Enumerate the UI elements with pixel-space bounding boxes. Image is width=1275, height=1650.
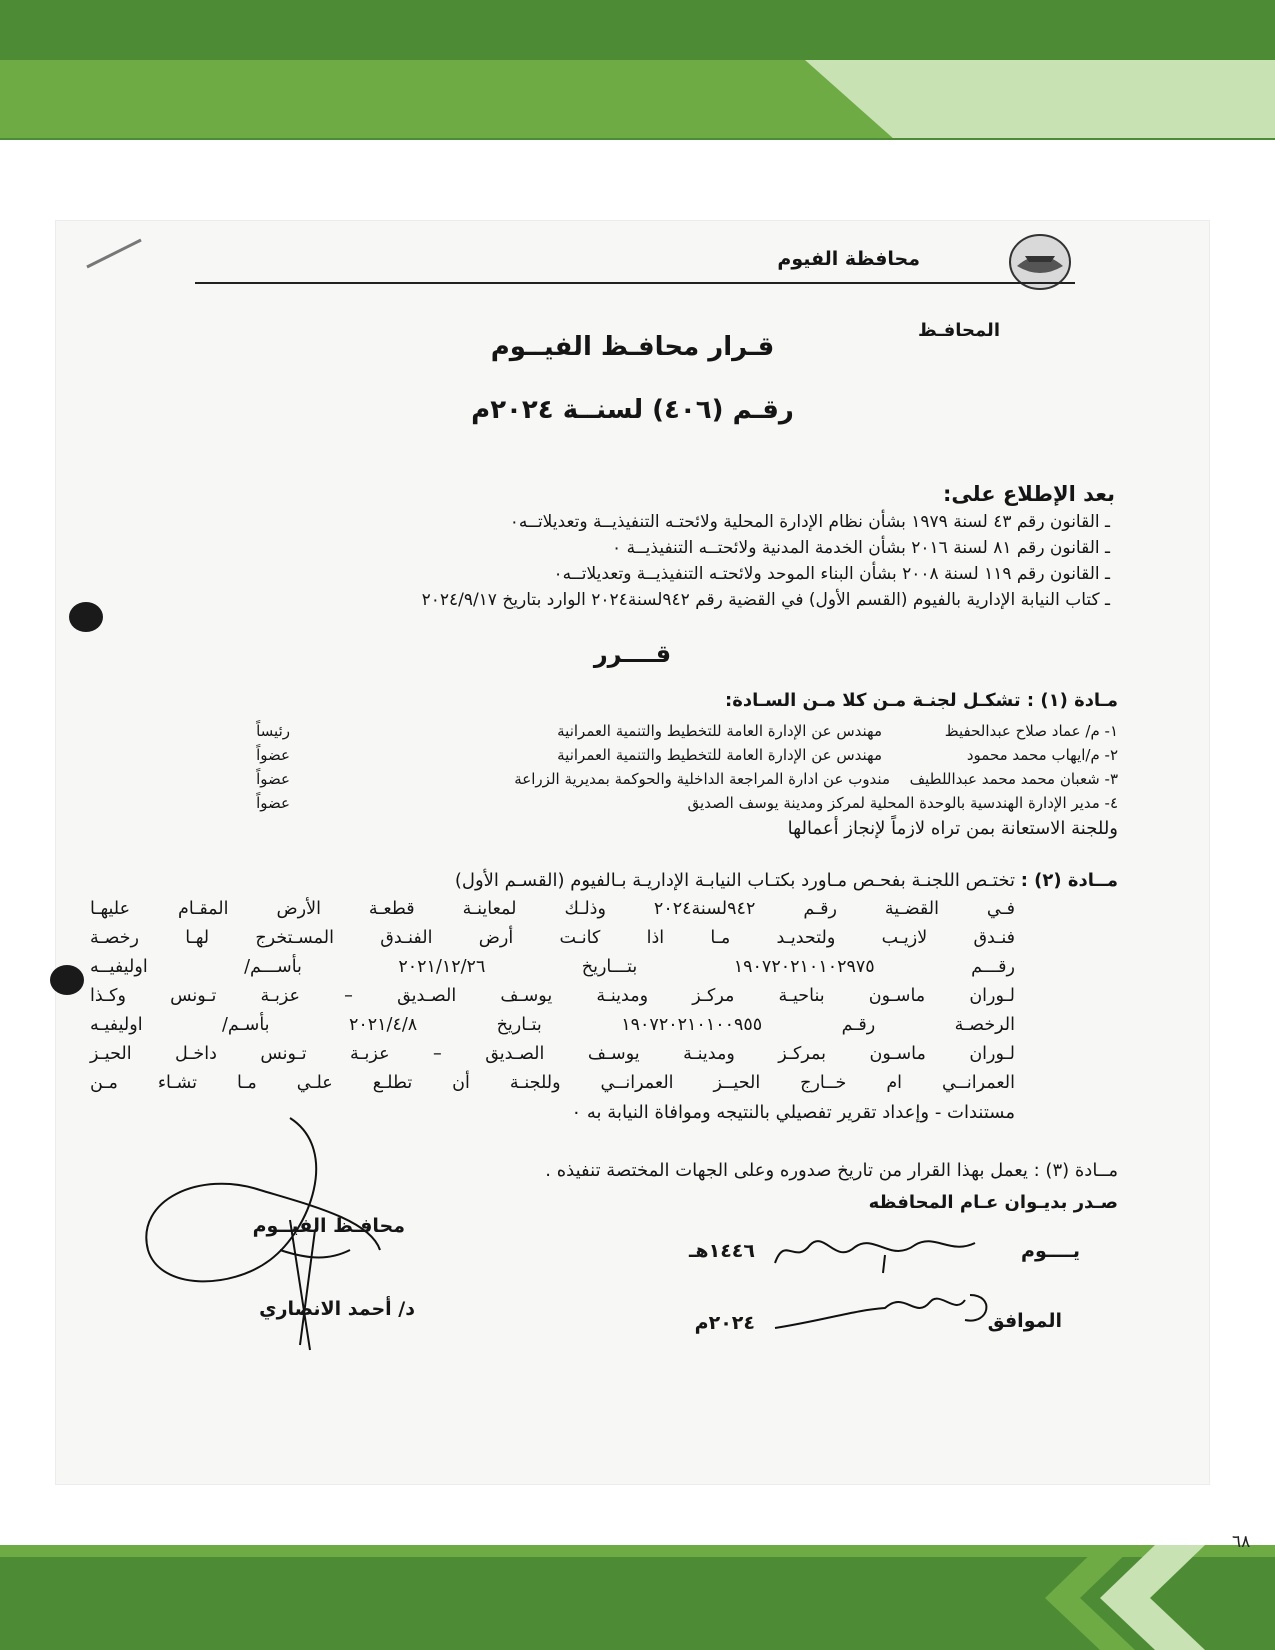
article-2-line: الرخصـة رقـم ١٩٠٧٢٠٢١٠١٠٠٩٥٥ بتـاريخ ٢٠٢١/٤/٨ بأسـم/ اوليفيـه bbox=[90, 1015, 1015, 1035]
decree-title: قـرار محافـظ الفيــوم bbox=[490, 332, 775, 362]
header-banner-dark bbox=[0, 0, 1275, 60]
member-role: رئيساً bbox=[256, 722, 290, 740]
hijri-day-label: يــــوم bbox=[1021, 1240, 1080, 1262]
header-banner-pale-shape bbox=[0, 60, 1275, 140]
article-1-closing: وللجنة الاستعانة بمن تراه لازماً لإنجاز أعمالها bbox=[787, 818, 1118, 839]
punch-hole bbox=[69, 602, 103, 632]
article-2-label: مــادة (٢) : bbox=[1020, 870, 1118, 891]
article-2-line: لـوران ماسـون بمركـز ومدينـة يوسـف الصـديق – عزبـة تـونس داخـل الحيـز bbox=[90, 1044, 1015, 1064]
member-name: ٤- مدير الإدارة الهندسية بالوحدة المحلية لمركز ومدينة يوسف الصديق bbox=[687, 794, 1118, 812]
pen-mark bbox=[85, 232, 145, 272]
article-2-line: فـي القضـية رقـم ٩٤٢لسنة٢٠٢٤ وذلـك لمعاينـة قطعـة الأرض المقـام عليهـا bbox=[90, 899, 1015, 919]
signatory-title: محافـظ الفيــوم bbox=[252, 1215, 405, 1237]
hijri-year: ١٤٤٦هـ bbox=[688, 1240, 755, 1262]
member-name: ٢- م/ايهاب محمد محمود bbox=[966, 746, 1118, 764]
preamble-ref: ـ القانون رقم ٤٣ لسنة ١٩٧٩ بشأن نظام الإدارة المحلية ولائحتـه التنفيذيــة وتعديلاتــه٠ bbox=[509, 512, 1110, 532]
article-2-line: العمرانــي ام خــارج الحيــز العمرانــي وللجنـة أن تطلـع علـي مـا تشـاء مـن bbox=[90, 1073, 1015, 1093]
header-rule bbox=[195, 282, 1075, 284]
signatory-name: د/ أحمد الانصاري bbox=[259, 1298, 415, 1320]
preamble-heading: بعد الإطلاع على: bbox=[943, 482, 1115, 506]
member-role: عضواً bbox=[256, 746, 290, 764]
office-label: المحافـظ bbox=[918, 320, 1000, 341]
article-1-heading: مـادة (١) : تشكـل لجنـة مـن كلا مـن السـادة: bbox=[725, 690, 1118, 711]
preamble-ref: ـ القانون رقم ١١٩ لسنة ٢٠٠٨ بشأن البناء الموحد ولائحتـه التنفيذيــة وتعديلاتــه٠ bbox=[553, 564, 1110, 584]
member-role: عضواً bbox=[256, 770, 290, 788]
member-name: ١- م/ عماد صلاح عبدالحفيظ bbox=[944, 722, 1118, 740]
member-name: ٣- شعبان محمد محمد عبداللطيف bbox=[909, 770, 1118, 788]
handwritten-hijri-date bbox=[765, 1225, 985, 1275]
chevron-decoration-icon bbox=[1040, 1528, 1260, 1650]
member-role: عضواً bbox=[256, 794, 290, 812]
member-org: مهندس عن الإدارة العامة للتخطيط والتنمية العمرانية bbox=[557, 722, 882, 740]
article-2-line: رقـــم ١٩٠٧٢٠٢١٠١٠٢٩٧٥ بتـــاريخ ٢٠٢١/١٢/٢٦ بأســـم/ اوليفيــه bbox=[90, 957, 1015, 977]
governorate-name: محافظة الفيوم bbox=[777, 248, 920, 270]
decree-number: رقـم (٤٠٦) لسنــة ٢٠٢٤م bbox=[471, 395, 794, 425]
article-3: مــادة (٣) : يعمل بهذا القرار من تاريخ صدوره وعلى الجهات المختصة تنفيذه . bbox=[545, 1160, 1118, 1181]
scanned-decree bbox=[55, 220, 1210, 1485]
handwritten-gregorian-date bbox=[765, 1280, 995, 1335]
gregorian-year: ٢٠٢٤م bbox=[694, 1312, 755, 1334]
preamble-ref: ـ القانون رقم ٨١ لسنة ٢٠١٦ بشأن الخدمة المدنية ولائحتــه التنفيذيــة ٠ bbox=[612, 538, 1110, 558]
member-org: مهندس عن الإدارة العامة للتخطيط والتنمية العمرانية bbox=[557, 746, 882, 764]
issued-at: صـدر بديـوان عـام المحافظه bbox=[868, 1192, 1118, 1213]
gregorian-label: الموافق bbox=[987, 1310, 1062, 1332]
punch-hole bbox=[50, 965, 84, 995]
governor-signature bbox=[140, 1110, 400, 1370]
article-2-first-line: تختـص اللجنـة بفحـص مـاورد بكتـاب النيابـة الإداريـة بـالفيوم (القسـم الأول) bbox=[454, 870, 1015, 891]
member-org: مندوب عن ادارة المراجعة الداخلية والحوكمة بمديرية الزراعة bbox=[514, 770, 890, 788]
decree-heading: قــــرر bbox=[593, 640, 672, 668]
article-2-last-line: مستندات - وإعداد تقرير تفصيلي بالنتيجه وموافاة النيابة به ٠ bbox=[571, 1102, 1015, 1123]
page-number: ٦٨ bbox=[1232, 1532, 1251, 1552]
article-2-line: فنـدق لازيـب ولتحديـد مـا اذا كانـت أرض الفنـدق المسـتخرج لهـا رخصـة bbox=[90, 928, 1015, 948]
preamble-ref: ـ كتاب النيابة الإدارية بالفيوم (القسم الأول) في القضية رقم ٩٤٢لسنة٢٠٢٤ الوارد بتاريخ ٢٠٢٤/٩/١٧ bbox=[421, 590, 1110, 610]
article-2-line: لـوران ماسـون بناحيـة مركـز ومدينـة يوسـف الصـديق – عزبـة تـونس وكـذا bbox=[90, 986, 1015, 1006]
